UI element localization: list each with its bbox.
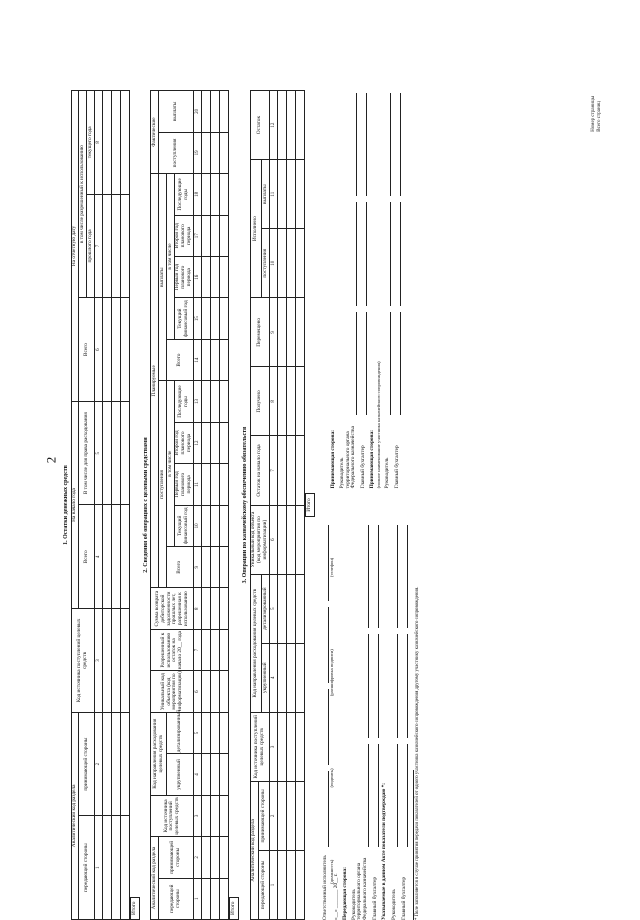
- table-cell: [220, 671, 229, 712]
- table-cell: [287, 850, 296, 919]
- table-cell: [211, 132, 220, 173]
- chief-acc-label-2: Главный бухгалтер: [401, 876, 408, 920]
- s1-h-report: На отчетную дату: [71, 91, 79, 402]
- col-num: 1: [95, 816, 103, 920]
- table-row: [103, 91, 112, 920]
- s2-h-detailed: детализированный: [167, 712, 194, 753]
- table-cell: [202, 754, 211, 795]
- table-cell: [296, 91, 305, 160]
- table-cell: [202, 215, 211, 256]
- table-cell: [278, 712, 287, 781]
- s2-h-y3b: Последующие годы: [174, 174, 193, 215]
- table-row: [296, 91, 305, 920]
- table-cell: [278, 505, 287, 574]
- table-cell: [211, 671, 220, 712]
- s2-h-y1b: Первый год планового периода: [174, 257, 193, 298]
- col-num: 16: [194, 257, 202, 298]
- s2-h-fact-pay: выплаты: [159, 91, 194, 133]
- s2-h-allowed: Разрешенный к использованию остаток на начало 20__ года: [151, 629, 194, 670]
- table-cell: [202, 629, 211, 670]
- table-cell: [220, 547, 229, 588]
- col-num: 4: [95, 505, 103, 609]
- table-cell: [202, 588, 211, 629]
- table-cell: [220, 91, 229, 133]
- table-cell: [296, 160, 305, 229]
- table-cell: [220, 629, 229, 670]
- table-cell: [211, 629, 220, 670]
- caption-position: (должность): [328, 859, 334, 884]
- s3-itogo: Итого: [305, 493, 315, 516]
- table-cell: [278, 781, 287, 850]
- caption-decode: (расшифровка подписи): [328, 649, 334, 697]
- head-label-r: Руководитель: [384, 457, 391, 489]
- col-num: 14: [194, 339, 202, 380]
- table-cell: [202, 174, 211, 215]
- table-cell: [211, 422, 220, 463]
- col-num: 8: [95, 91, 103, 195]
- col-num: 7: [270, 436, 278, 505]
- col-num: 2: [194, 837, 202, 878]
- col-num: 9: [270, 298, 278, 367]
- s3-h-rec: поступления: [262, 229, 270, 298]
- col-num: 4: [194, 754, 202, 795]
- col-num: 2: [95, 712, 103, 816]
- receive-side-label-2: Принимающая сторона:: [369, 430, 376, 489]
- responsible-label: Ответственный исполнитель: [322, 855, 329, 920]
- s2-h-receipts: поступления: [159, 381, 167, 588]
- table-cell: [211, 381, 220, 422]
- pages-total-label: Всего страниц: [596, 101, 602, 132]
- table-cell: [220, 174, 229, 215]
- table-cell: [278, 229, 287, 298]
- table-cell: [296, 298, 305, 367]
- table-cell: [211, 878, 220, 919]
- table-cell: [296, 505, 305, 574]
- table-cell: [211, 91, 220, 133]
- date-line: «__» _______ 20__ г.: [333, 873, 340, 920]
- s3-h-code: Аналитический код раздела: [250, 781, 258, 919]
- col-num: 8: [194, 588, 202, 629]
- table-row: [278, 91, 287, 920]
- s1-h-source: Код источника поступлений целевых средств: [71, 609, 94, 713]
- col-num: 5: [270, 574, 278, 643]
- col-num: 11: [194, 464, 202, 505]
- table-cell: [202, 837, 211, 878]
- table-cell: [211, 298, 220, 339]
- table-cell: [211, 174, 220, 215]
- s3-h-moved: Перемещено: [250, 298, 269, 367]
- table-cell: [296, 229, 305, 298]
- table-cell: [211, 712, 220, 753]
- rotated-form-sheet: [60, 90, 620, 920]
- col-num: 3: [95, 609, 103, 713]
- s3-h-dir: Код направления расходования целевых средств: [250, 574, 262, 712]
- s2-h-y0: Текущий финансовый год: [174, 505, 193, 546]
- col-num: 4: [270, 643, 278, 712]
- col-num: 3: [270, 712, 278, 781]
- table-cell: [287, 160, 296, 229]
- section1-title: 1. Остатки денежных средств: [63, 465, 69, 545]
- s2-h-grouped: укрупненный: [167, 754, 194, 795]
- s1-h-total2: Всего: [79, 298, 95, 402]
- table-cell: [296, 643, 305, 712]
- table-cell: [211, 837, 220, 878]
- s2-h-code: Аналитический код раздела: [151, 837, 159, 920]
- col-num: 10: [194, 505, 202, 546]
- col-num: 6: [270, 505, 278, 574]
- s2-h-receive: принимающей стороны: [159, 837, 194, 878]
- s3-h-final: Остаток: [250, 91, 269, 160]
- section2-title: 2. Сведения об операциях с целевыми средствами: [142, 437, 149, 573]
- col-num: 13: [194, 381, 202, 422]
- table-cell: [220, 464, 229, 505]
- s1-h-total: Всего: [79, 505, 95, 609]
- col-num: 1: [270, 850, 278, 919]
- table-cell: [220, 754, 229, 795]
- s3-h-pay: выплаты: [262, 160, 270, 229]
- signature-block: [319, 90, 408, 920]
- table-cell: [211, 754, 220, 795]
- s2-h-actual: Фактические: [151, 91, 159, 174]
- col-num: 7: [194, 629, 202, 670]
- section3-table: [250, 90, 305, 920]
- s1-itogo: Итого: [130, 897, 140, 920]
- s1-h-code: Аналитический код раздела: [71, 712, 79, 919]
- table-cell: [278, 643, 287, 712]
- table-cell: [287, 298, 296, 367]
- table-cell: [296, 574, 305, 643]
- table-cell: [220, 795, 229, 836]
- col-num: 5: [95, 401, 103, 505]
- s1-h-receive: принимающей стороны: [79, 712, 95, 816]
- table-cell: [220, 215, 229, 256]
- s3-h-receive: принимающей стороны: [258, 781, 270, 850]
- s2-h-y2: Второй год планового периода: [174, 422, 193, 463]
- s3-h-done: Исполнено: [250, 160, 262, 298]
- col-num: 3: [194, 795, 202, 836]
- col-num: 11: [270, 160, 278, 229]
- table-cell: [211, 464, 220, 505]
- table-cell: [287, 505, 296, 574]
- head-body-label-r: Руководитель территориального органа Федерального казначейства: [338, 426, 357, 489]
- s1-h-prev: прошлого года: [87, 194, 95, 298]
- table-cell: [287, 229, 296, 298]
- table-cell: [296, 367, 305, 436]
- table-row: [112, 91, 121, 920]
- table-cell: [202, 671, 211, 712]
- table-cell: [202, 464, 211, 505]
- table-cell: [278, 160, 287, 229]
- table-cell: [202, 132, 211, 173]
- col-num: 8: [270, 367, 278, 436]
- s2-h-dir: Код направления расходования целевых средств: [151, 712, 167, 795]
- table-cell: [278, 91, 287, 160]
- table-cell: [220, 422, 229, 463]
- table-cell: [211, 505, 220, 546]
- table-cell: [220, 712, 229, 753]
- table-cell: [202, 257, 211, 298]
- table-row: [202, 91, 211, 920]
- col-num: 2: [270, 781, 278, 850]
- col-num: 7: [95, 194, 103, 298]
- table-cell: [287, 91, 296, 160]
- col-num: 6: [194, 671, 202, 712]
- s1-h-start: На начало года: [71, 401, 79, 608]
- col-num: 15: [194, 298, 202, 339]
- table-cell: [220, 339, 229, 380]
- col-num: 1: [194, 878, 202, 919]
- table-cell: [287, 574, 296, 643]
- table-cell: [202, 339, 211, 380]
- s3-h-rest: Остаток на начало года: [250, 436, 269, 505]
- section3-title: 3. Операции по казначейскому обеспечению обязательств: [242, 426, 249, 584]
- s2-itogo: Итого: [229, 897, 239, 920]
- receive-side-label: Принимающая сторона:: [329, 430, 336, 489]
- table-row: [287, 91, 296, 920]
- table-cell: [202, 547, 211, 588]
- s2-h-payments: выплаты: [159, 174, 167, 381]
- s1-h-cur: текущего года: [87, 91, 95, 195]
- s1-h-permitted: В том числе для права расходования: [79, 401, 95, 505]
- table-cell: [278, 574, 287, 643]
- page-info: [591, 96, 602, 132]
- table-cell: [287, 367, 296, 436]
- table-cell: [220, 505, 229, 546]
- page-number: 2: [43, 456, 59, 464]
- section1-table: [71, 90, 130, 920]
- table-cell: [220, 257, 229, 298]
- table-cell: [202, 298, 211, 339]
- col-num: 12: [194, 422, 202, 463]
- chief-acc-label: Главный бухгалтер: [372, 876, 379, 920]
- table-cell: [287, 712, 296, 781]
- table-cell: [220, 132, 229, 173]
- s2-h-y3: Последующие годы: [174, 381, 193, 422]
- table-cell: [211, 215, 220, 256]
- table-cell: [296, 850, 305, 919]
- col-num: 9: [194, 547, 202, 588]
- col-num: 10: [270, 229, 278, 298]
- s1-h-used: в том числе разрешенный к использованию: [79, 91, 87, 298]
- table-row: [121, 91, 130, 920]
- s2-h-all2: Всего: [167, 339, 194, 380]
- table-cell: [278, 850, 287, 919]
- col-num: 18: [194, 174, 202, 215]
- s2-h-source: Код источника поступлений целевых средств: [151, 795, 194, 836]
- table-cell: [220, 298, 229, 339]
- table-cell: [202, 422, 211, 463]
- s1-h-transfer: передающей стороны: [79, 816, 95, 920]
- table-cell: [220, 588, 229, 629]
- table-cell: [220, 837, 229, 878]
- table-cell: [202, 712, 211, 753]
- s2-h-unique: Уникальный код объекта (код мероприятия по информатизации): [151, 671, 194, 712]
- head-label: Руководитель: [391, 889, 398, 920]
- col-num: 20: [194, 91, 202, 133]
- table-cell: [220, 381, 229, 422]
- table-row: [220, 91, 229, 920]
- col-num: 12: [270, 91, 278, 160]
- s3-h-grouped: укрупненный: [262, 643, 270, 712]
- table-cell: [211, 795, 220, 836]
- col-num: 6: [95, 298, 103, 402]
- treas-name-caption: (полное наименование участника казначейского сопровождения): [376, 361, 382, 489]
- col-num: 19: [194, 132, 202, 173]
- table-cell: [202, 795, 211, 836]
- table-cell: [287, 436, 296, 505]
- transfer-side-label: Передающая сторона:: [341, 867, 348, 920]
- s2-h-all: Всего: [167, 547, 194, 588]
- table-cell: [296, 436, 305, 505]
- table-cell: [296, 712, 305, 781]
- chief-acc-label-r: Главный бухгалтер: [360, 445, 367, 489]
- s3-h-transfer: передающей стороны: [258, 850, 270, 919]
- table-row: [211, 91, 220, 920]
- section2-table: [150, 90, 229, 920]
- col-num: 17: [194, 215, 202, 256]
- s3-h-source: Код источника поступлений целевых средств: [250, 712, 269, 781]
- caption-phone: (телефон): [328, 557, 334, 578]
- s2-h-fact-rec: поступления: [159, 132, 194, 173]
- s2-h-y0b: Текущий финансовый год: [174, 298, 193, 339]
- indicated-label: Указываемые в данном Акте показатели подтверждаю *:: [381, 782, 388, 920]
- s2-h-y2b: Второй год планового периода: [174, 215, 193, 256]
- s2-h-return: Сумма возврата дебиторской задолженности прошлых лет, разрешенная к использованию: [151, 588, 194, 629]
- s3-h-unique: Уникальный код объекта (код мероприятия по информатизации): [250, 505, 269, 574]
- s3-h-detailed: детализированный: [262, 574, 270, 643]
- table-cell: [202, 878, 211, 919]
- table-cell: [211, 588, 220, 629]
- chief-acc-label-r2: Главный бухгалтер: [394, 445, 401, 489]
- head-body-label: Руководитель территориального органа Федерального казначейства: [350, 857, 369, 920]
- col-num: 5: [194, 712, 202, 753]
- table-cell: [278, 436, 287, 505]
- table-cell: [202, 505, 211, 546]
- s2-h-planned: Планируемые: [151, 174, 159, 588]
- table-cell: [278, 298, 287, 367]
- table-cell: [287, 781, 296, 850]
- table-cell: [202, 381, 211, 422]
- s2-h-transfer: передающей стороны: [159, 878, 194, 919]
- table-cell: [287, 643, 296, 712]
- page-no-label: Номер страницы: [591, 96, 596, 132]
- table-cell: [211, 257, 220, 298]
- table-cell: [296, 781, 305, 850]
- table-cell: [220, 878, 229, 919]
- table-cell: [211, 547, 220, 588]
- s2-h-incl2: в том числе: [167, 174, 175, 340]
- table-cell: [278, 367, 287, 436]
- footnote: * Поле заполняется в случае принятия передачи показателей от одного участника казначейского сопровождения другому участнику казначейского сопровождения.: [414, 586, 420, 920]
- table-cell: [211, 339, 220, 380]
- s3-h-got: Получено: [250, 367, 269, 436]
- table-cell: [202, 91, 211, 133]
- s2-h-y1: Первый год планового периода: [174, 464, 193, 505]
- s2-h-incl: в том числе: [167, 381, 175, 547]
- caption-signature: (подпись): [328, 768, 334, 788]
